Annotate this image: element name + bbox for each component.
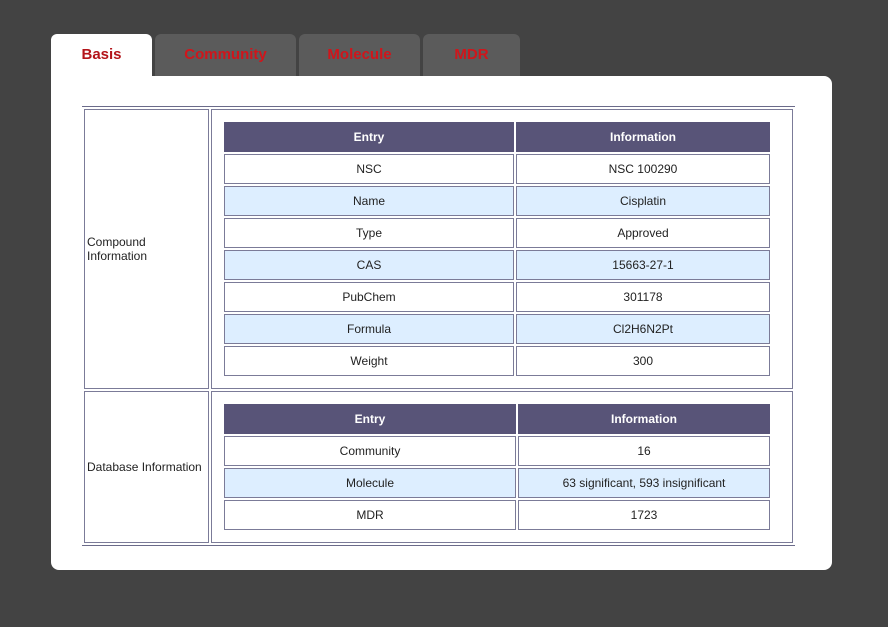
row-entry: Type <box>224 218 514 248</box>
row-info: Cl2H6N2Pt <box>516 314 770 344</box>
row-info: 63 significant, 593 insignificant <box>518 468 770 498</box>
row-entry: Molecule <box>224 468 516 498</box>
table-row <box>224 250 770 280</box>
compound-header-info: Information <box>516 122 770 152</box>
row-info: 16 <box>518 436 770 466</box>
compound-section <box>84 109 793 389</box>
row-entry: Name <box>224 186 514 216</box>
table-row <box>224 436 770 466</box>
database-section <box>84 391 793 543</box>
table-row <box>224 500 770 530</box>
row-entry: NSC <box>224 154 514 184</box>
table-row <box>224 468 770 498</box>
row-entry: CAS <box>224 250 514 280</box>
row-info: 301178 <box>516 282 770 312</box>
table-row <box>224 218 770 248</box>
row-entry: Community <box>224 436 516 466</box>
database-section-label: Database Information <box>84 391 209 543</box>
compound-header-entry: Entry <box>224 122 514 152</box>
row-info: Approved <box>516 218 770 248</box>
tab-community[interactable]: Community <box>155 34 296 76</box>
row-entry: Weight <box>224 346 514 376</box>
row-entry: PubChem <box>224 282 514 312</box>
table-row <box>224 314 770 344</box>
database-header-info: Information <box>518 404 770 434</box>
tab-basis[interactable]: Basis <box>51 34 152 76</box>
tab-content-panel <box>51 76 832 570</box>
row-info: 15663-27-1 <box>516 250 770 280</box>
row-info: 300 <box>516 346 770 376</box>
row-entry: MDR <box>224 500 516 530</box>
row-info: 1723 <box>518 500 770 530</box>
table-row <box>224 282 770 312</box>
row-entry: Formula <box>224 314 514 344</box>
table-row <box>224 154 770 184</box>
row-info: NSC 100290 <box>516 154 770 184</box>
database-table <box>222 402 772 532</box>
table-row <box>224 346 770 376</box>
compound-section-label: Compound Information <box>84 109 209 389</box>
info-table <box>82 106 795 546</box>
row-info: Cisplatin <box>516 186 770 216</box>
compound-table <box>222 120 772 378</box>
database-header-entry: Entry <box>224 404 516 434</box>
tab-molecule[interactable]: Molecule <box>299 34 420 76</box>
tab-mdr[interactable]: MDR <box>423 34 520 76</box>
table-row <box>224 186 770 216</box>
